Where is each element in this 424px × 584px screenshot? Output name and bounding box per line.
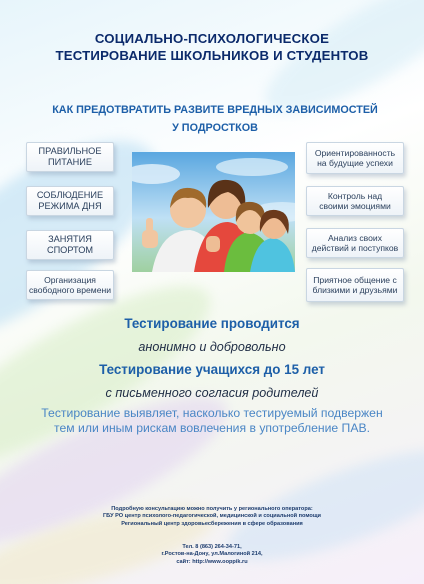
info-heading-1: Тестирование проводится [124, 316, 300, 331]
title-line-1: СОЦИАЛЬНО-ПСИХОЛОГИЧЕСКОЕ [94, 31, 330, 46]
teens-illustration [132, 152, 295, 272]
footer-contacts [0, 506, 424, 528]
tip-text: ПИТАНИЕ [47, 157, 92, 167]
tip-text: Организация [44, 275, 96, 285]
tip-box-analysis [306, 228, 404, 258]
tip-text: РЕЖИМА ДНЯ [38, 201, 102, 211]
teens-photo [132, 152, 295, 272]
poster-subtitle [20, 101, 410, 137]
tip-text: Анализ своих [327, 233, 383, 243]
footer-line-3: Региональный центр здоровьесбережения в сфере образования [121, 520, 303, 527]
footer-address [0, 544, 424, 566]
tip-text: на будущие успехи [317, 158, 393, 168]
tip-text: действий и поступков [311, 243, 399, 253]
poster-title [0, 30, 424, 64]
tip-text: близкими и друзьями [312, 285, 398, 295]
tip-text: своими эмоциями [319, 201, 391, 211]
tip-text: Приятное общение с [313, 275, 397, 285]
tip-text: Ориентированность [314, 148, 396, 158]
footer-street: г.Ростов-на-Дону, ул.Малогиной 214, [161, 551, 263, 558]
info-desc-line-2: тем или иным рискам вовлечения в употребление ПАВ. [54, 421, 370, 435]
tip-box-communication [306, 268, 404, 302]
info-line-2: с письменного согласия родителей [105, 386, 319, 400]
info-description [20, 406, 404, 436]
footer-site-link[interactable]: сайт: http://www.ooppik.ru [176, 558, 248, 565]
subtitle-line-2: У ПОДРОСТКОВ [172, 122, 258, 134]
tip-box-sport [26, 230, 114, 260]
tip-box-nutrition [26, 142, 114, 172]
tip-text: свободного времени [28, 285, 112, 295]
tip-box-free-time [26, 270, 114, 300]
tip-box-emotions [306, 186, 404, 216]
tip-text: СОБЛЮДЕНИЕ [36, 190, 104, 200]
info-desc-line-1: Тестирование выявляет, насколько тестируемый подвержен [41, 406, 383, 420]
footer-line-1: Подробную консультацию можно получить у регионального оператора: [111, 506, 313, 512]
tip-box-routine [26, 186, 114, 216]
tip-text: ЗАНЯТИЯ [48, 234, 92, 244]
tip-text: ПРАВИЛЬНОЕ [38, 146, 102, 156]
info-line-1: анонимно и добровольно [138, 340, 286, 354]
tip-text: Контроль над [327, 191, 383, 201]
footer-line-2: ГБУ РО центр психолого-педагогической, медицинской и социальной помощи [103, 513, 321, 520]
tip-box-future [306, 142, 404, 174]
subtitle-line-1: КАК ПРЕДОТВРАТИТЬ РАЗВИТЕ ВРЕДНЫХ ЗАВИСИМОСТЕЙ [52, 104, 378, 116]
title-line-2: ТЕСТИРОВАНИЕ ШКОЛЬНИКОВ И СТУДЕНТОВ [55, 48, 369, 63]
info-heading-2: Тестирование учащихся до 15 лет [99, 362, 325, 377]
tip-text: СПОРТОМ [46, 245, 94, 255]
footer-phone: Тел. 8 (863) 264-34-71, [182, 544, 242, 550]
